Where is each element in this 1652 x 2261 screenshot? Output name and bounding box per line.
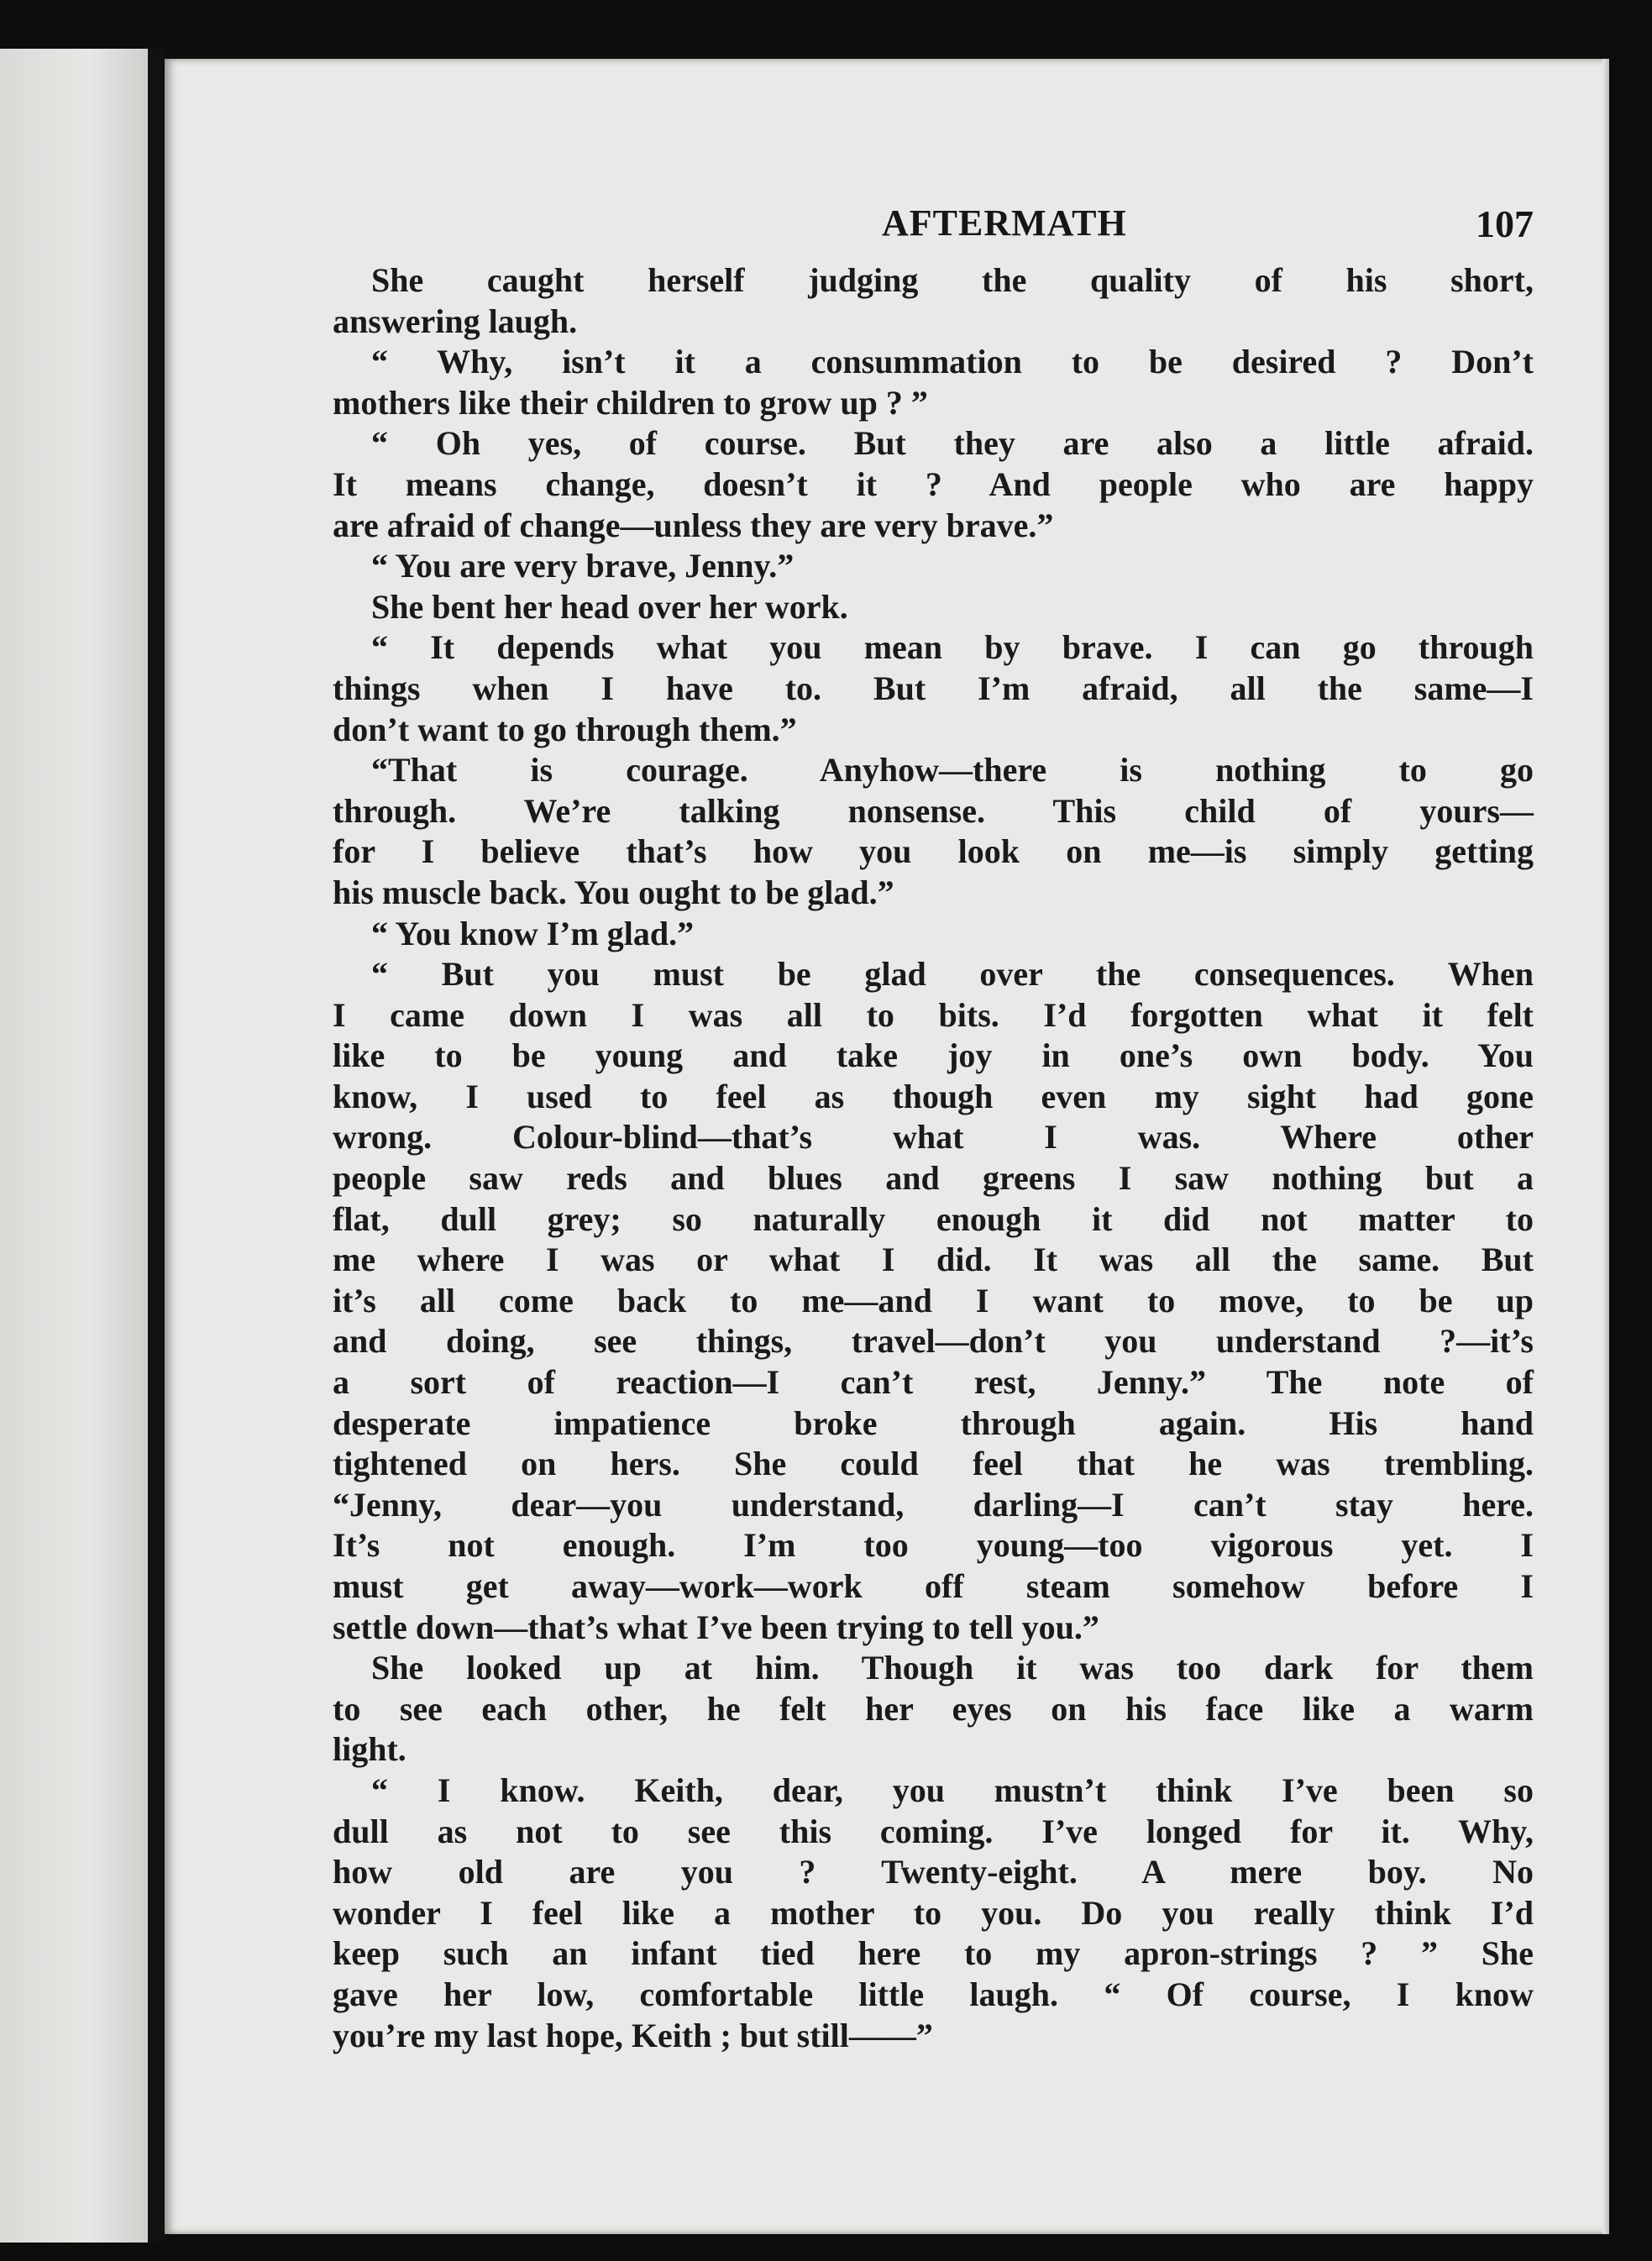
- page-header: [333, 202, 1534, 260]
- text-line: it’s all come back to me—and I want to move, to be up: [333, 1281, 1534, 1319]
- page-edge: [1602, 59, 1609, 2234]
- text-line: his muscle back. You ought to be glad.”: [333, 873, 894, 911]
- text-line: know, I used to feel as though even my sight had gone: [333, 1077, 1534, 1115]
- text-line: must get away—work—work off steam somehow before I: [333, 1567, 1534, 1605]
- gutter-shadow: [148, 49, 165, 2243]
- text-line: for I believe that’s how you look on me—is simply getting: [333, 832, 1534, 871]
- facing-page-edge: [0, 49, 148, 2243]
- text-line: I came down I was all to bits. I’d forgotten what it felt: [333, 995, 1534, 1034]
- text-line: you’re my last hope, Keith ; but still——”: [333, 2016, 933, 2054]
- text-line: “ It depends what you mean by brave. I can go through: [371, 628, 1534, 667]
- text-line: don’t want to go through them.”: [333, 710, 797, 748]
- book-page: [165, 59, 1609, 2234]
- text-line: settle down—that’s what I’ve been trying to tell you.”: [333, 1608, 1099, 1646]
- text-line: people saw reds and blues and greens I saw nothing but a: [333, 1159, 1534, 1198]
- text-line: wonder I feel like a mother to you. Do you really think I’d: [333, 1893, 1534, 1932]
- text-line: “ But you must be glad over the consequences. When: [371, 955, 1534, 994]
- page-number: 107: [1476, 202, 1534, 245]
- text-line: dull as not to see this coming. I’ve longed for it. Why,: [333, 1812, 1534, 1850]
- text-line: “That is courage. Anyhow—there is nothing to go: [371, 751, 1534, 790]
- running-head: AFTERMATH: [882, 202, 1127, 244]
- text-line: wrong. Colour-blind—that’s what I was. Where other: [333, 1118, 1534, 1157]
- text-line: flat, dull grey; so naturally enough it did not matter to: [333, 1199, 1534, 1238]
- text-line: “Jenny, dear—you understand, darling—I can’t stay here.: [333, 1485, 1534, 1524]
- text-line: how old are you ? Twenty-eight. A mere boy. No: [333, 1853, 1534, 1891]
- text-line: to see each other, he felt her eyes on his face like a warm: [333, 1689, 1534, 1728]
- text-line: She looked up at him. Though it was too dark for them: [371, 1649, 1534, 1687]
- text-line: “ You are very brave, Jenny.”: [371, 547, 795, 585]
- text-line: through. We’re talking nonsense. This child of yours—: [333, 791, 1534, 830]
- text-line: like to be young and take joy in one’s own body. You: [333, 1036, 1534, 1075]
- text-line: “ Why, isn’t it a consummation to be desired ? Don’t: [371, 343, 1534, 381]
- text-line: It’s not enough. I’m too young—too vigorous yet. I: [333, 1526, 1534, 1565]
- text-line: tightened on hers. She could feel that he was trembling.: [333, 1445, 1534, 1483]
- text-line: and doing, see things, travel—don’t you understand ?—it’s: [333, 1322, 1534, 1361]
- text-line: “ You know I’m glad.”: [371, 914, 695, 952]
- text-line: It means change, doesn’t it ? And people who are happy: [333, 464, 1534, 503]
- text-line: me where I was or what I did. It was all the same. But: [333, 1241, 1534, 1279]
- text-line: light.: [333, 1730, 406, 1769]
- text-line: desperate impatience broke through again. His hand: [333, 1403, 1534, 1442]
- text-line: things when I have to. But I’m afraid, all the same—I: [333, 669, 1534, 707]
- text-line: keep such an infant tied here to my apron-strings ? ” She: [333, 1934, 1534, 1973]
- text-line: She caught herself judging the quality of his short,: [371, 261, 1534, 299]
- text-line: answering laugh.: [333, 302, 578, 340]
- text-line: mothers like their children to grow up ? ”: [333, 383, 928, 422]
- text-line: “ Oh yes, of course. But they are also a little afraid.: [371, 424, 1534, 463]
- text-line: gave her low, comfortable little laugh. “ Of course, I know: [333, 1975, 1534, 2013]
- body-text: [333, 260, 1534, 2056]
- text-line: a sort of reaction—I can’t rest, Jenny.” The note of: [333, 1363, 1534, 1402]
- text-line: “ I know. Keith, dear, you mustn’t think I’ve been so: [371, 1771, 1534, 1809]
- text-line: She bent her head over her work.: [371, 587, 848, 626]
- text-line: are afraid of change—unless they are very brave.”: [333, 506, 1054, 544]
